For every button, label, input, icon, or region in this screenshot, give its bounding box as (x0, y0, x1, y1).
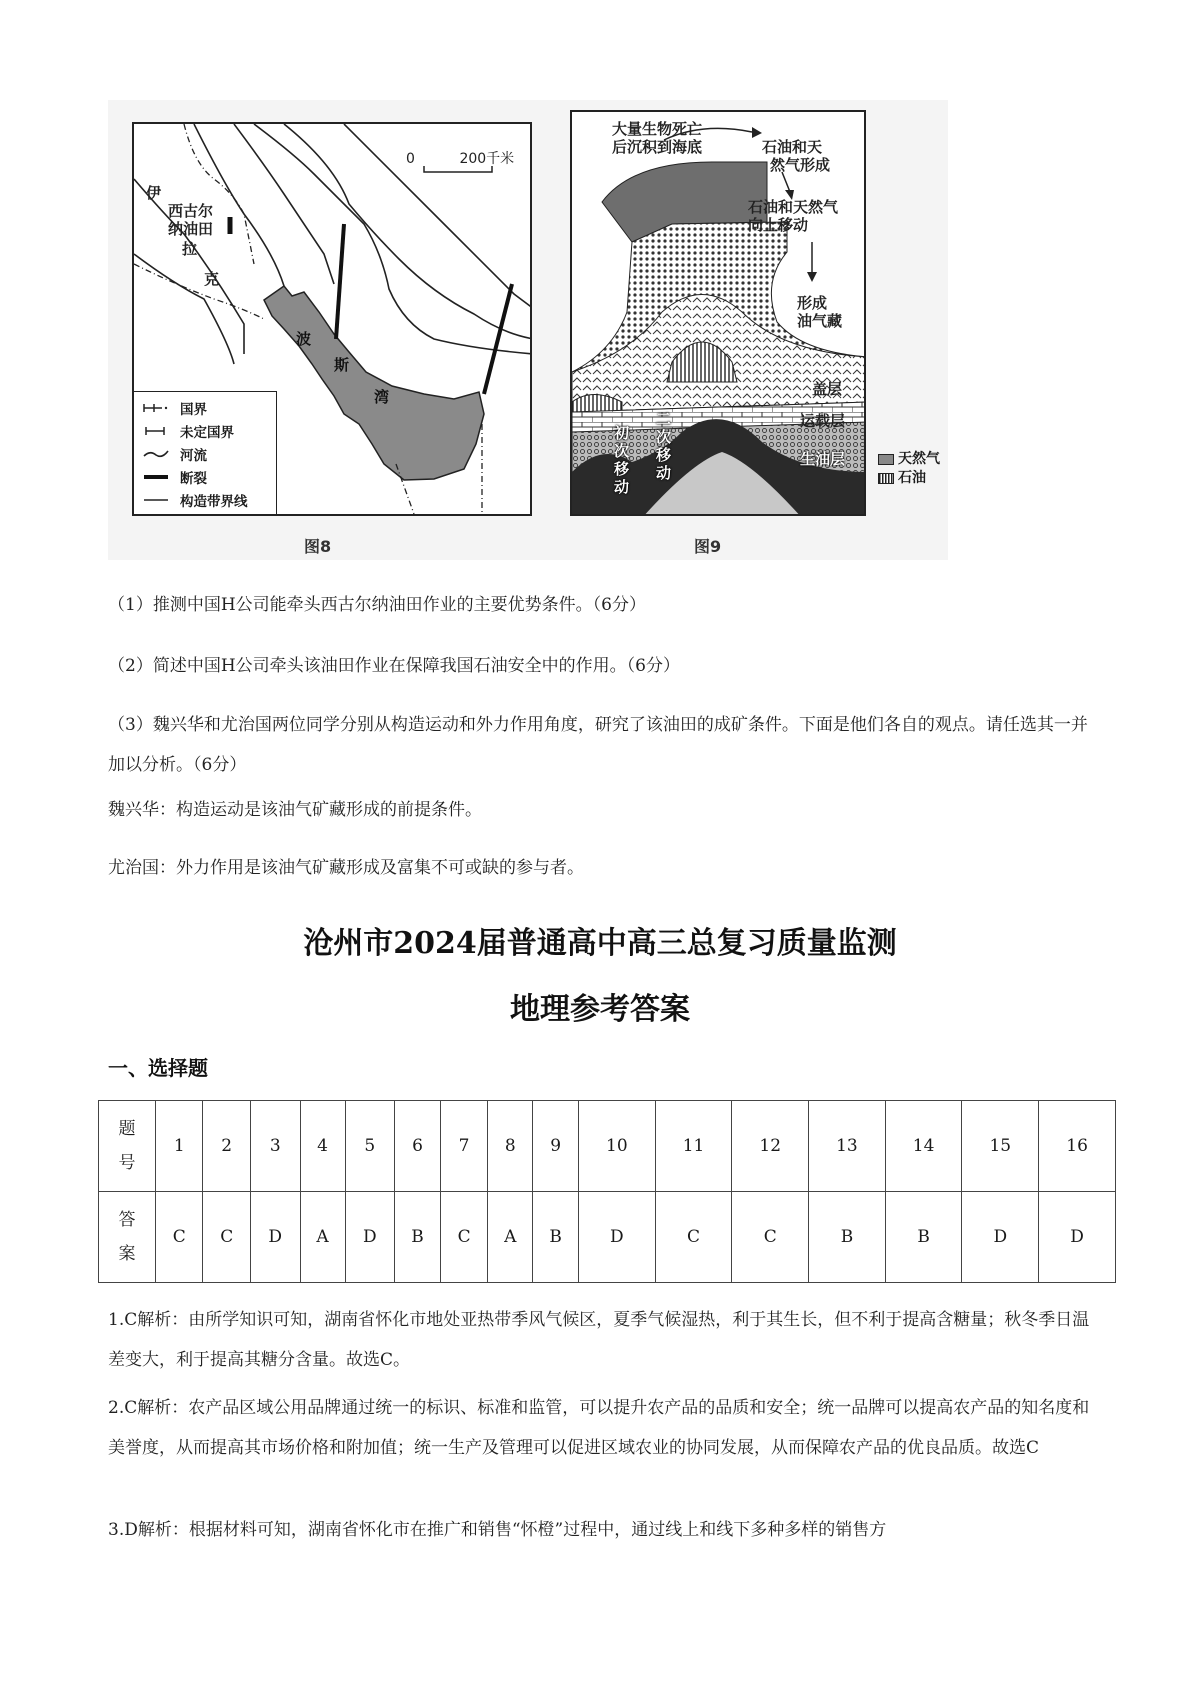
question-number-cell: 9 (533, 1101, 579, 1192)
answer-cell: A (300, 1192, 345, 1283)
question-number-cell: 5 (345, 1101, 395, 1192)
label-gulf-1: 波 (296, 330, 312, 348)
answer-cell: D (579, 1192, 656, 1283)
explanation-3: 3.D解析：根据材料可知，湖南省怀化市在推广和销售“怀橙”过程中，通过线上和线下多种多样的销售方 (108, 1520, 887, 1540)
label-step4-a: 形成 (797, 294, 828, 312)
answer-row (99, 1192, 1116, 1283)
label-source-layer: 生油层 (800, 450, 846, 468)
label-gulf-2: 斯 (334, 356, 350, 374)
border-line (134, 264, 264, 319)
tectonic-boundary-icon (142, 493, 170, 507)
label-carrier-layer: 运载层 (800, 412, 846, 430)
label-step3-b: 向上移动 (748, 216, 809, 234)
label-oilfield-2: 纳油田 (168, 220, 214, 238)
label-secondary-migration: 二次移动 (656, 410, 672, 482)
answer-cell: D (1039, 1192, 1116, 1283)
answer-cell: A (488, 1192, 533, 1283)
fault-line-2 (484, 284, 512, 394)
arrow-1-head (752, 127, 762, 138)
question-2: （2）简述中国H公司牵头该油田作业在保障我国石油安全中的作用。（6分） (108, 656, 680, 676)
fault-line-1 (336, 224, 344, 339)
map-legend (134, 391, 277, 514)
arrow-3-head (807, 272, 817, 282)
label-country-3: 克 (204, 270, 220, 288)
answer-cell: C (203, 1192, 250, 1283)
question-number-cell: 16 (1039, 1101, 1116, 1192)
answer-cell: C (156, 1192, 203, 1283)
river-icon (142, 447, 170, 461)
question-number-cell: 2 (203, 1101, 250, 1192)
answer-cell: C (440, 1192, 487, 1283)
figures-area (108, 100, 948, 560)
answer-cell: B (533, 1192, 579, 1283)
viewpoint-2: 尤治国：外力作用是该油气矿藏形成及富集不可或缺的参与者。 (108, 858, 584, 878)
question-3: （3）魏兴华和尤治国两位同学分别从构造运动和外力作用角度，研究了该油田的成矿条件。下面是他们各自的观点。请任选其一并加以分析。（6分） (108, 715, 1088, 775)
map-scale: 0 200千米 (406, 151, 515, 167)
label-step1-a: 大量生物死亡 (612, 120, 703, 138)
question-number-cell: 8 (488, 1101, 533, 1192)
answer-cell: C (732, 1192, 809, 1283)
undetermined-border-icon (142, 424, 170, 438)
question-number-cell: 1 (156, 1101, 203, 1192)
question-1: （1）推测中国H公司能牵头西古尔纳油田作业的主要优势条件。（6分） (108, 595, 646, 615)
figure-8-map (132, 122, 532, 516)
oil-swatch-icon (878, 473, 894, 484)
label-country-2: 拉 (182, 240, 198, 258)
answer-cell: B (395, 1192, 441, 1283)
answer-cell: D (250, 1192, 300, 1283)
question-number-row (99, 1101, 1116, 1192)
explanation-2: 2.C解析：农产品区域公用品牌通过统一的标识、标准和监管，可以提升农产品的品质和安全；统一品牌可以提高农产品的知名度和美誉度，从而提高其市场价格和附加值；统一生产及管理可以促进区域农业的协同发展，从而保障农产品的优良品质。故选C (108, 1398, 1090, 1458)
legend-item: 天然气 (878, 450, 940, 469)
legend-item: 国界 (142, 398, 207, 418)
label-step2-b: 然气形成 (770, 156, 831, 174)
label-step1-b: 后沉积到海底 (612, 138, 703, 156)
question-number-cell: 11 (655, 1101, 732, 1192)
answer-key-subtitle: 地理参考答案 (510, 992, 690, 1027)
question-number-cell: 15 (962, 1101, 1039, 1192)
row-header-answer: 答 案 (99, 1192, 156, 1283)
figure-8-caption: 图8 (304, 537, 332, 556)
label-country-1: 伊 (146, 184, 162, 202)
question-number-cell: 14 (885, 1101, 962, 1192)
legend-item: 河流 (142, 444, 207, 464)
question-number-cell: 7 (440, 1101, 487, 1192)
label-gulf-3: 湾 (374, 388, 390, 406)
answer-table (98, 1100, 1116, 1283)
viewpoint-1: 魏兴华：构造运动是该油气矿藏形成的前提条件。 (108, 800, 482, 820)
question-number-cell: 4 (300, 1101, 345, 1192)
answer-cell: D (962, 1192, 1039, 1283)
question-number-cell: 10 (579, 1101, 656, 1192)
persian-gulf-shape (264, 286, 484, 480)
question-number-cell: 13 (809, 1101, 886, 1192)
legend-item: 构造带界线 (142, 490, 248, 510)
legend-item: 石油 (878, 469, 940, 488)
answer-cell: B (885, 1192, 962, 1283)
figure-9-legend (878, 450, 940, 488)
question-number-cell: 6 (395, 1101, 441, 1192)
answer-cell: B (809, 1192, 886, 1283)
label-step2-a: 石油和天 (762, 138, 823, 156)
explanation-1: 1.C解析：由所学知识可知，湖南省怀化市地处亚热带季风气候区，夏季气候湿热，利于其生长，但不利于提高含糖量；秋冬季日温差变大，利于提高其糖分含量。故选C。 (108, 1310, 1090, 1370)
label-cap-layer: 盖层 (812, 380, 843, 398)
label-step4-b: 油气藏 (797, 312, 843, 330)
figure-9-caption: 图9 (694, 537, 722, 556)
section-heading: 一、选择题 (108, 1056, 208, 1080)
national-border-icon (142, 401, 170, 415)
figure-9-diagram (570, 110, 866, 516)
question-number-cell: 3 (250, 1101, 300, 1192)
label-step3-a: 石油和天然气 (748, 198, 839, 216)
row-header-number: 题 号 (99, 1101, 156, 1192)
label-primary-migration: 初次移动 (614, 424, 630, 496)
fault-icon (142, 470, 170, 484)
question-number-cell: 12 (732, 1101, 809, 1192)
answer-cell: D (345, 1192, 395, 1283)
answer-cell: C (655, 1192, 732, 1283)
natural-gas-swatch-icon (878, 454, 894, 465)
legend-item: 未定国界 (142, 421, 234, 441)
legend-item: 断裂 (142, 467, 207, 487)
arrow-2 (782, 172, 790, 192)
answer-key-title: 沧州市2024届普通高中高三总复习质量监测 (303, 926, 897, 961)
label-oilfield-1: 西古尔 (168, 202, 214, 220)
